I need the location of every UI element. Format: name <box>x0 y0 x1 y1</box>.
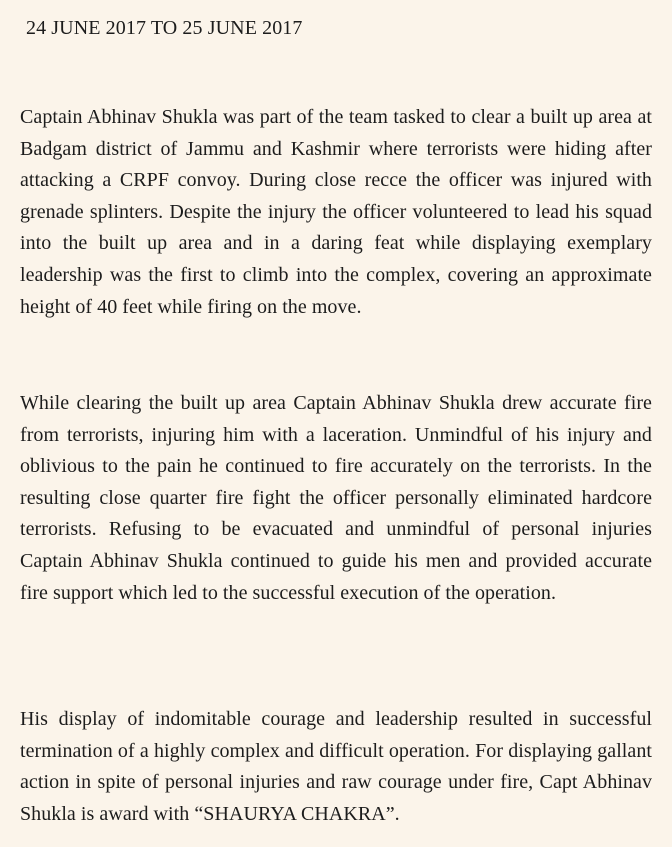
date-range-heading: 24 JUNE 2017 TO 25 JUNE 2017 <box>26 17 303 39</box>
citation-paragraph-1: Captain Abhinav Shukla was part of the team tasked to clear a built up area at Badgam district of Jammu and Kashmir where terrorists were hiding after attacking a CRPF convoy. During close recce the officer was injured with grenade splinters. Despite the injury the officer volunteered to lead his squad into the built up area and in a daring feat while displaying exemplary leadership was the first to climb into the complex, covering an approximate height of 40 feet while firing on the move. <box>20 106 652 318</box>
citation-paragraph-3: His display of indomitable courage and leadership resulted in successful termination of a highly complex and difficult operation. For displaying gallant action in spite of personal injuries and raw courage under fire, Capt Abhinav Shukla is award with “SHAURYA CHAKRA”. <box>20 708 652 825</box>
citation-paragraph-2: While clearing the built up area Captain Abhinav Shukla drew accurate fire from terrorists, injuring him with a laceration. Unmindful of his injury and oblivious to the pain he continued to fire accurately on the terrorists. In the resulting close quarter fire fight the officer personally eliminated hardcore terrorists. Refusing to be evacuated and unmindful of personal injuries Captain Abhinav Shukla continued to guide his men and provided accurate fire support which led to the successful execution of the operation. <box>20 392 652 604</box>
